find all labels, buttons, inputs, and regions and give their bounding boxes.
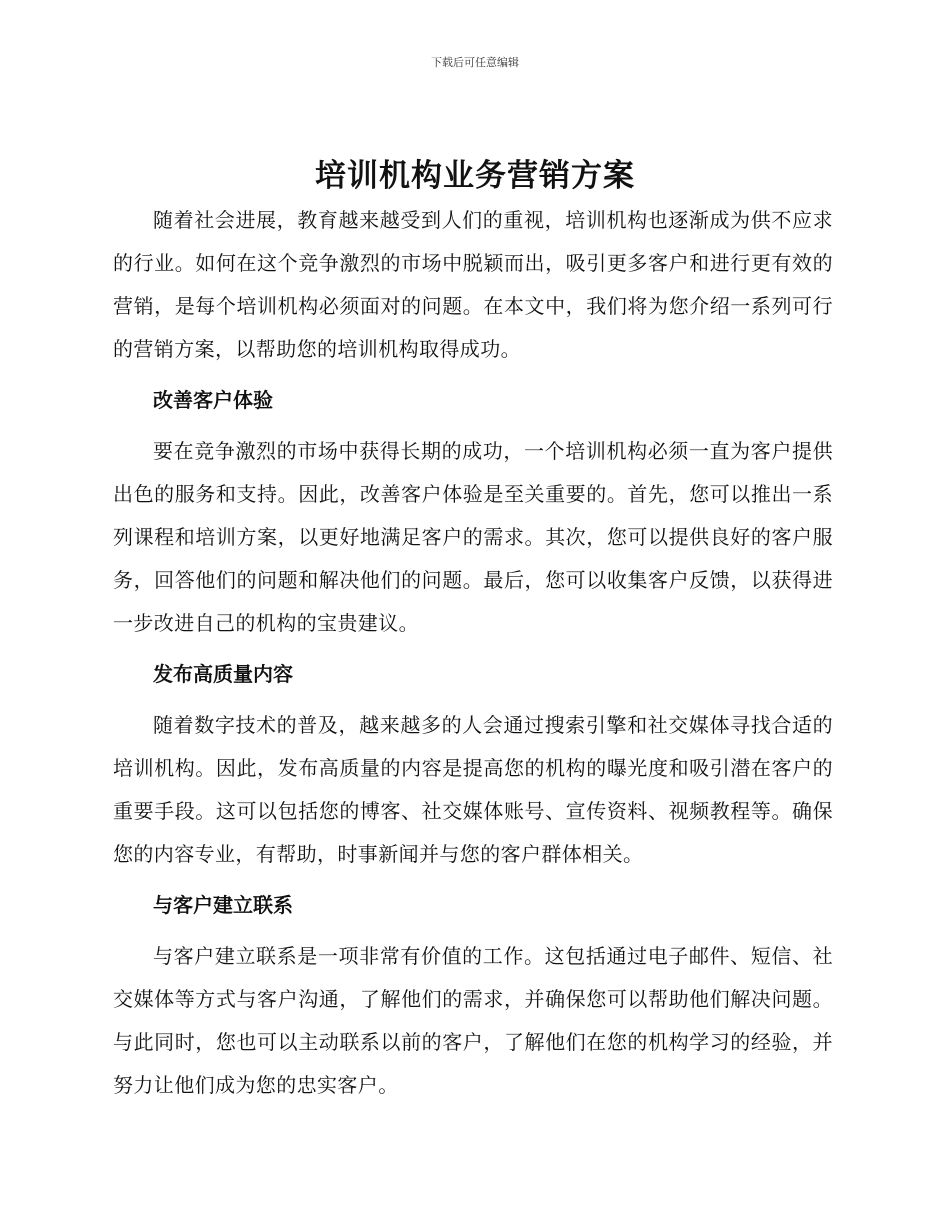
document-body bbox=[113, 199, 833, 1107]
section-heading-customer-contact: 与客户建立联系 bbox=[153, 893, 293, 917]
document-title: 培训机构业务营销方案 bbox=[315, 158, 635, 194]
section-heading-quality-content: 发布高质量内容 bbox=[153, 662, 293, 686]
section-body-customer-contact: 与客户建立联系是一项非常有价值的工作。这包括通过电子邮件、短信、社交媒体等方式与客户沟通，了解他们的需求，并确保您可以帮助他们解决问题。与此同时，您也可以主动联系以前的客户，了解他们在您的机构学习的经验，并努力让他们成为您的忠实客户。 bbox=[113, 944, 833, 1097]
header-note: 下载后可任意编辑 bbox=[431, 56, 519, 69]
section-body-customer-experience: 要在竞争激烈的市场中获得长期的成功，一个培训机构必须一直为客户提供出色的服务和支持。因此，改善客户体验是至关重要的。首先，您可以推出一系列课程和培训方案，以更好地满足客户的需求。其次，您可以提供良好的客户服务，回答他们的问题和解决他们的问题。最后，您可以收集客户反馈，以获得进一步改进自己的机构的宝贵建议。 bbox=[113, 439, 833, 635]
section-body-quality-content: 随着数字技术的普及，越来越多的人会通过搜索引擎和社交媒体寻找合适的培训机构。因此，发布高质量的内容是提高您的机构的曝光度和吸引潜在客户的重要手段。这可以包括您的博客、社交媒体账号、宣传资料、视频教程等。确保您的内容专业，有帮助，时事新闻并与您的客户群体相关。 bbox=[113, 713, 833, 866]
intro-paragraph: 随着社会进展，教育越来越受到人们的重视，培训机构也逐渐成为供不应求的行业。如何在这个竞争激烈的市场中脱颖而出，吸引更多客户和进行更有效的营销，是每个培训机构必须面对的问题。在本文中，我们将为您介绍一系列可行的营销方案，以帮助您的培训机构取得成功。 bbox=[113, 208, 833, 361]
section-heading-customer-experience: 改善客户体验 bbox=[153, 388, 273, 412]
